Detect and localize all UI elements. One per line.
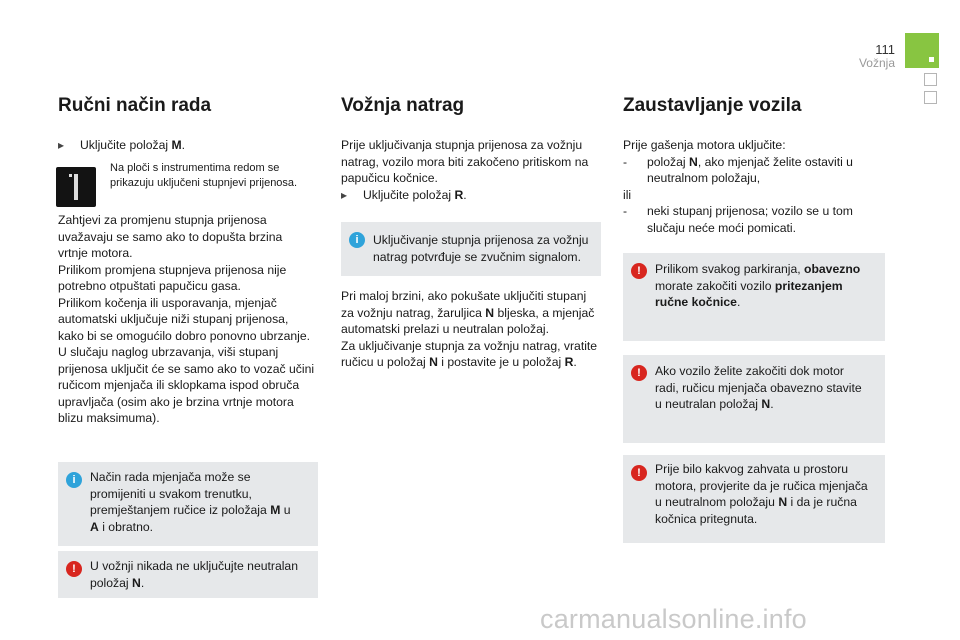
manual-mode-step: ▸ Uključite položaj M.: [58, 138, 185, 152]
warning-icon: !: [631, 465, 647, 481]
info-note-text: Način rada mjenjača može se promijeniti u svakom trenutku, premještanjem ručice iz položaja M u A i obratno.: [90, 470, 291, 534]
reverse-intro: Prije uključivanja stupnja prijenosa za vožnju natrag, vozilo mora biti zakočeno pritiskom na papučicu kočnice. ▸ Uključite položaj R.: [341, 138, 589, 202]
warning-note-text: Ako vozilo želite zakočiti dok motor radi, ručicu mjenjača obavezno stavite u neutralan položaj N.: [655, 364, 862, 411]
chapter-tab[interactable]: [924, 91, 937, 104]
warning-note-text: Prije bilo kakvog zahvata u prostoru motora, provjerite da je ručica mjenjača u neutralnom položaju N i da je ručna kočnica pritegnuta.: [655, 462, 868, 526]
stopping-body: Prije gašenja motora uključite: - položaj N, ako mjenjač želite ostaviti u neutralnom položaju, ili - neki stupanj prijenosa; vozilo se u tom slučaju neće moći pomicati.: [623, 138, 853, 235]
bullet-icon: ▸: [58, 138, 65, 152]
warning-icon: !: [631, 365, 647, 381]
section-title: Vožnja: [858, 56, 895, 70]
warning-note-engine-work: [623, 455, 885, 543]
watermark: carmanualsonline.info: [540, 604, 807, 634]
warning-note-parking: [623, 253, 885, 341]
info-note-mode-change: [58, 462, 318, 546]
info-icon: i: [349, 232, 365, 248]
warning-icon: !: [66, 561, 82, 577]
reverse-title: Vožnja natrag: [341, 95, 465, 116]
display-note: Na ploči s instrumentima redom se prikazuju uključeni stupnjevi prijenosa.: [110, 162, 298, 189]
info-icon: i: [66, 472, 82, 488]
gear-display-icon: [56, 167, 96, 207]
stopping-title: Zaustavljanje vozila: [623, 95, 802, 116]
warning-note-text: Prilikom svakog parkiranja, obavezno morate zakočiti vozilo pritezanjem ručne kočnice.: [655, 262, 861, 309]
info-note-reverse-signal: [341, 222, 601, 276]
manual-mode-title: Ručni način rada: [58, 95, 212, 116]
chapter-tab-active[interactable]: [905, 33, 939, 68]
bullet-icon: ▸: [341, 187, 348, 202]
warning-note-neutral: [58, 551, 318, 598]
warning-icon: !: [631, 263, 647, 279]
manual-mode-body: Zahtjevi za promjenu stupnja prijenosa uvažavaju se samo ako to dopušta brzina vrtnje motora. Prilikom promjena stupnjeva prijenosa nije potrebno otpuštati papučicu gasa. Prilikom kočenja ili usporavanja, mjenjač automatski uključuje niži stupanj prijenosa, kako bi se omogućilo dobro ponovno ubrzanje. U slučaju naglog ubrzavanja, viši stupanj prijenosa uključit će se samo ako to vozač učini ručicom mjenjača ili sklopkama ispod obruča upravljača (osim ako je brzina vrtnje motora blizu maksimuma).: [58, 213, 315, 425]
warning-note-engine-running: [623, 355, 885, 443]
warning-note-text: U vožnji nikada ne uključujte neutralan položaj N.: [90, 559, 298, 590]
info-note-text: Uključivanje stupnja prijenosa za vožnju natrag potvrđuje se zvučnim signalom.: [373, 233, 589, 264]
reverse-body: Pri maloj brzini, ako pokušate uključiti stupanj za vožnju natrag, žaruljica N bljeska, a mjenjač automatski prelazi u neutralan položaj. Za uključivanje stupnja za vožnju natrag, vratite ručicu u položaj N i postavite je u položaj R.: [341, 289, 598, 369]
chapter-tab[interactable]: [924, 73, 937, 86]
page-number: 111: [875, 42, 895, 57]
